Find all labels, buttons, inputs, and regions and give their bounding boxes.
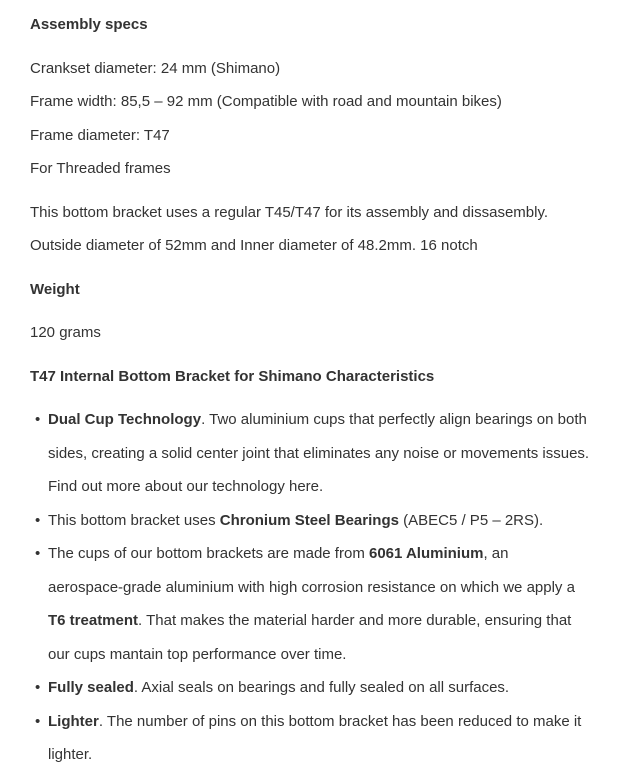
spec-frame-width: Frame width: 85,5 – 92 mm (Compatible with road and mountain bikes) xyxy=(30,93,502,110)
weight-value: 120 grams xyxy=(30,324,101,341)
list-item-dual-cup-technology: • Dual Cup Technology. Two aluminium cups that perfectly align bearings on both sides, creating a solid center joint that eliminates any noise or movements issues. Find out more about our technology here. xyxy=(48,403,590,504)
list-item-fully-sealed: • Fully sealed. Axial seals on bearings and fully sealed on all surfaces. xyxy=(48,671,590,705)
spec-frame-diameter: Frame diameter: T47 xyxy=(30,126,170,144)
characteristics-heading: T47 Internal Bottom Bracket for Shimano Characteristics xyxy=(30,367,435,385)
list-item-lighter: • Lighter. The number of pins on this bottom bracket has been reduced to make it lighter. xyxy=(48,705,590,772)
assembly-spec-lines xyxy=(30,52,590,186)
weight-heading: Weight xyxy=(30,280,80,298)
list-item-bearings: • This bottom bracket uses Chronium Steel Bearings (ABEC5 / P5 – 2RS). xyxy=(48,504,590,538)
spec-thread-type: For Threaded frames xyxy=(30,160,171,177)
list-item-aluminium-cups: • The cups of our bottom brackets are made from 6061 Aluminium, an aerospace-grade aluminium with high corrosion resistance on which we apply a T6 treatment. That makes the material harder and more durable, ensuring that our cups mantain top performance over time. xyxy=(48,537,590,671)
characteristics-list xyxy=(30,403,594,772)
spec-crankset-diameter: Crankset diameter: 24 mm (Shimano) xyxy=(30,59,281,77)
assembly-note: This bottom bracket uses a regular T45/T47 for its assembly and dissasembly. Outside diameter of 52mm and Inner diameter of 48.2mm. 16 notch xyxy=(30,203,553,254)
assembly-specs-heading: Assembly specs xyxy=(30,16,148,33)
